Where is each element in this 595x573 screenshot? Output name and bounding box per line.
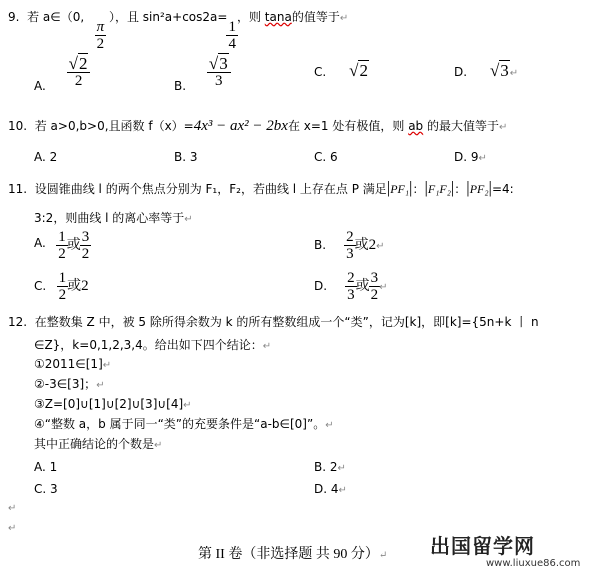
q10-expression: 4x³ − ax² − 2bx [193, 118, 288, 134]
q9-text-b: ），且 sin²a+cos2a= [108, 10, 228, 24]
q9-tana: tana [264, 10, 292, 24]
q10-stem: 10. 若 a>0,b>0,且函数 f（x）=4x³ − ax² − 2bx在 x=1 处有极值，则 ab 的最大值等于↵ [8, 118, 508, 134]
q9-number: 9. [8, 10, 20, 24]
paragraph-mark: ↵ [8, 503, 17, 514]
q9-pi-over-2: $\frac{\pi}{2}$ [96, 19, 105, 52]
q9-option-d: D. √3↵ [454, 61, 519, 80]
q11-option-c: C. $\frac{1}{2}$ 或2 [34, 270, 89, 303]
q10-option-d: D. 9↵ [454, 150, 487, 164]
site-logo-url: www.liuxue86.com [486, 558, 581, 569]
q12-option-d: D. 4↵ [314, 482, 347, 496]
q11-line2: 3:2，则曲线 l 的离心率等于↵ [34, 211, 193, 225]
q10-option-a: A. 2 [34, 150, 58, 164]
site-logo [430, 530, 590, 570]
q9-stem: 9. 若 a∈（0, $\frac{\pi}{2}$ ），且 sin²a+cos2a= $\frac{1}{4}$ ，则 tana的值等于↵ [8, 10, 349, 52]
q10-ab: ab [408, 119, 424, 133]
q12-line2: ∈Z}，k=0,1,2,3,4。给出如下四个结论：↵ [34, 338, 272, 352]
q11-f1f2: F₁F₂ [427, 182, 451, 196]
q12-option-b: B. 2↵ [314, 460, 346, 474]
q11-number: 11. [8, 182, 28, 196]
q11-option-a: A. $\frac{1}{2}$ 或 $\frac{3}{2}$ [34, 229, 90, 262]
q12-option-c: C. 3 [34, 482, 58, 496]
q12-statement-1: ①2011∈[1]↵ [34, 357, 112, 371]
q9-option-a: A. $\frac{√2}{2}$ [34, 56, 89, 89]
paragraph-mark: ↵ [8, 523, 17, 534]
q12-line1: 12. 在整数集 Z 中，被 5 除所得余数为 k 的所有整数组成一个“类”，记为[k]，即[k]={5n+k 丨 n [8, 315, 539, 329]
q12-prompt: 其中正确结论的个数是↵ [34, 437, 163, 451]
q11-option-b: B. $\frac{2}{3}$ 或2↵ [314, 229, 385, 262]
q10-text-b: 在 x=1 处有极值，则 [287, 119, 405, 133]
q9-option-c: C. √2 [314, 61, 368, 80]
q10-number: 10. [8, 119, 28, 133]
q9-one-quarter: $\frac{1}{4}$ [228, 19, 236, 52]
q9-text-d: 的值等于 [291, 10, 340, 24]
q9-text-a: 若 a∈（0, [27, 10, 85, 24]
site-logo-text: 出国留学网 [430, 534, 535, 558]
q11-pf1: PF₁ [390, 182, 410, 196]
q12-statement-2: ②-3∈[3]；↵ [34, 377, 105, 391]
q10-text-c: 的最大值等于 [427, 119, 500, 133]
q12-statement-4: ④“整数 a，b 属于同一“类”的充要条件是“a-b∈[0]”。↵ [34, 417, 334, 431]
q10-text-a: 若 a>0,b>0,且函数 f（x）= [34, 119, 194, 133]
q11-stem: 11. 设圆锥曲线 l 的两个焦点分别为 F₁，F₂，若曲线 l 上存在点 P 满足|PF₁|：|F₁F₂|：|PF₂|=4: [8, 178, 514, 197]
section-title: 第 II 卷（非选择题 共 90 分）↵ [198, 547, 388, 562]
q11-text-a: 设圆锥曲线 l 的两个焦点分别为 F₁，F₂，若曲线 l 上存在点 P 满足 [34, 182, 387, 196]
q12-statement-3: ③Z=[0]∪[1]∪[2]∪[3]∪[4]↵ [34, 397, 192, 411]
q12-option-a: A. 1 [34, 460, 58, 474]
q12-number: 12. [8, 315, 28, 329]
q11-ratio-end: =4: [491, 182, 514, 196]
q9-option-b: B. $\frac{√3}{3}$ [174, 56, 230, 89]
q11-option-d: D. $\frac{2}{3}$ 或 $\frac{3}{2}$ ↵ [314, 270, 388, 303]
q10-option-c: C. 6 [314, 150, 338, 164]
q10-option-b: B. 3 [174, 150, 198, 164]
q11-pf2: PF₂ [469, 182, 489, 196]
q9-text-c: ，则 [236, 10, 261, 24]
